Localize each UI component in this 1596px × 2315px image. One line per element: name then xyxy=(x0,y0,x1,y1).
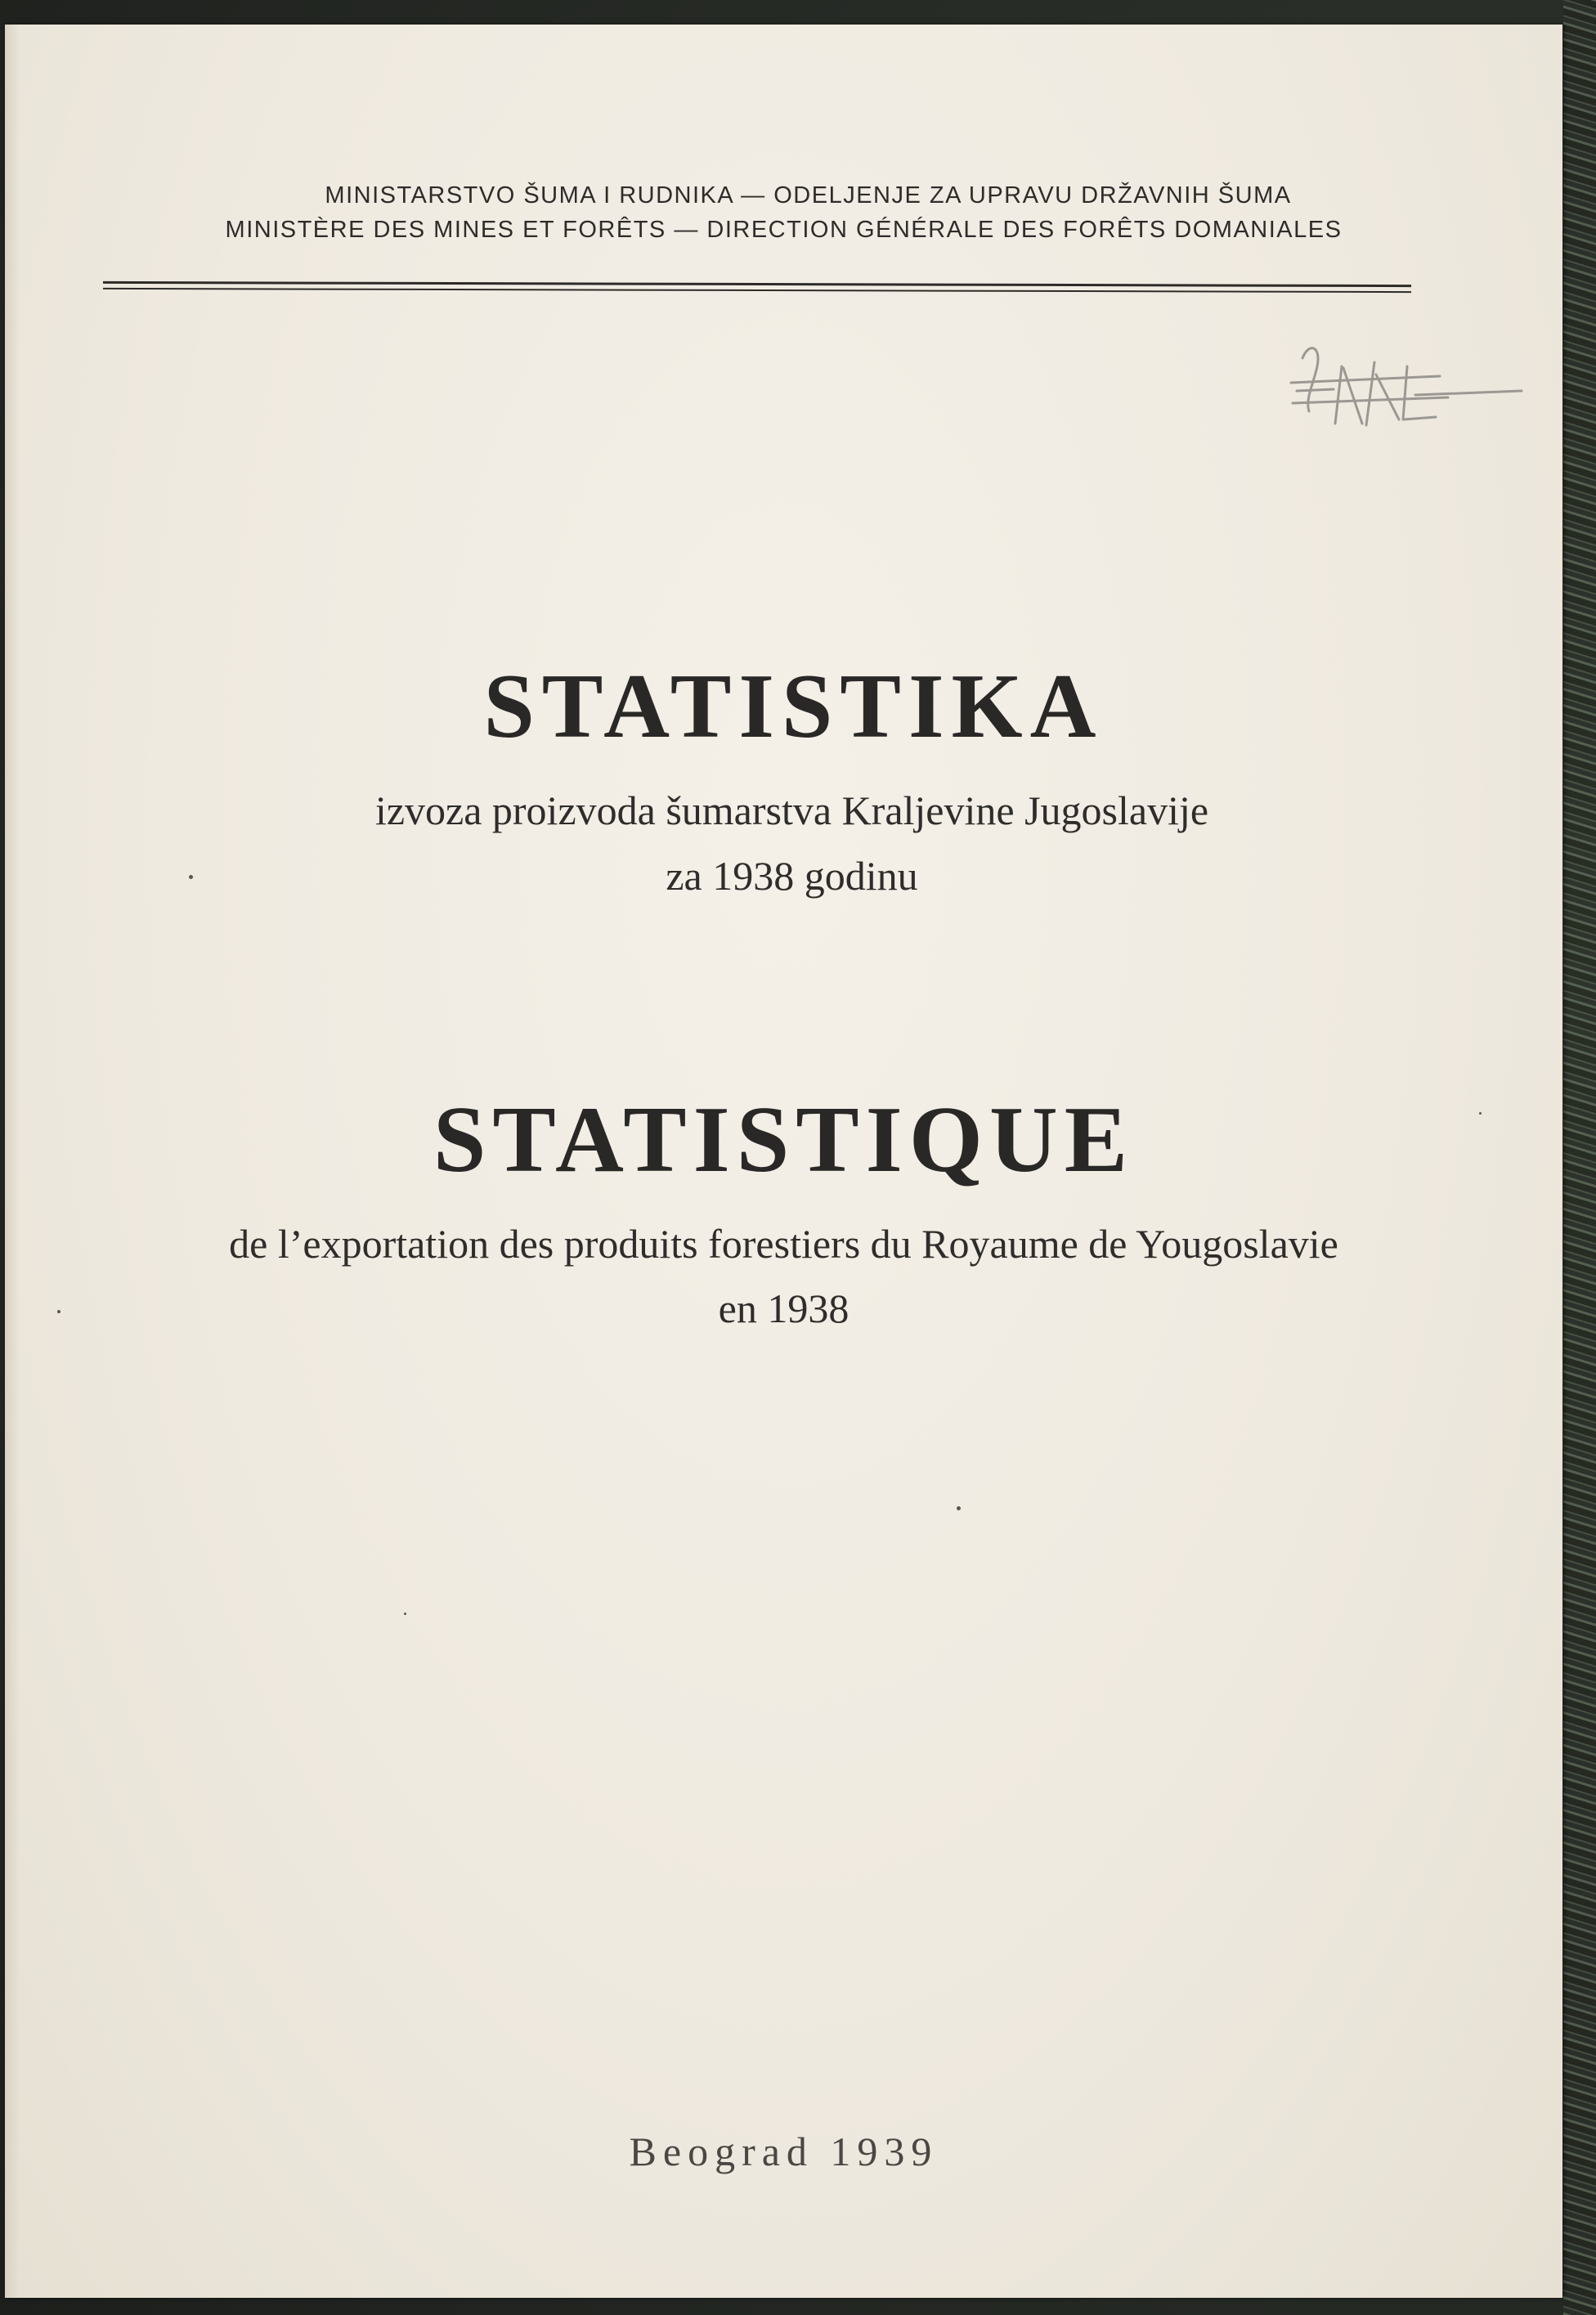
header-line-serbian: MINISTARSTVO ŠUMA I RUDNIKA — ODELJENJE ZA UPRAVU DRŽAVNIH ŠUMA xyxy=(325,182,1292,209)
paper-speck xyxy=(189,875,193,879)
imprint-place-year: Beograd 1939 xyxy=(629,2129,939,2174)
header-double-rule xyxy=(103,281,1411,293)
subtitle-serbian-line-1: izvoza proizvoda šumarstva Kraljevine Jugoslavije xyxy=(374,787,1209,833)
subtitle-french-line-1: de l’exportation des produits forestiers du Royaume de Yougoslavie xyxy=(229,1221,1338,1267)
cover-edge-texture xyxy=(1563,0,1596,2315)
title-french: STATISTIQUE xyxy=(433,1088,1135,1192)
header-rule-thick xyxy=(103,281,1411,287)
handwritten-pencil-annotation-icon xyxy=(1284,334,1530,456)
header-rule-thin xyxy=(103,288,1411,293)
ministry-header xyxy=(5,178,1562,247)
header-line-french: MINISTÈRE DES MINES ET FORÊTS — DIRECTION GÉNÉRALE DES FORÊTS DOMANIALES xyxy=(225,217,1343,243)
paper-speck xyxy=(1479,1112,1482,1115)
paper-speck xyxy=(57,1310,61,1313)
title-serbian: STATISTIKA xyxy=(483,656,1104,757)
subtitle-serbian-line-2: za 1938 godinu xyxy=(666,853,918,899)
title-page xyxy=(5,25,1562,2298)
paper-speck xyxy=(404,1613,406,1615)
paper-speck xyxy=(957,1506,961,1510)
subtitle-french-line-2: en 1938 xyxy=(718,1285,850,1331)
